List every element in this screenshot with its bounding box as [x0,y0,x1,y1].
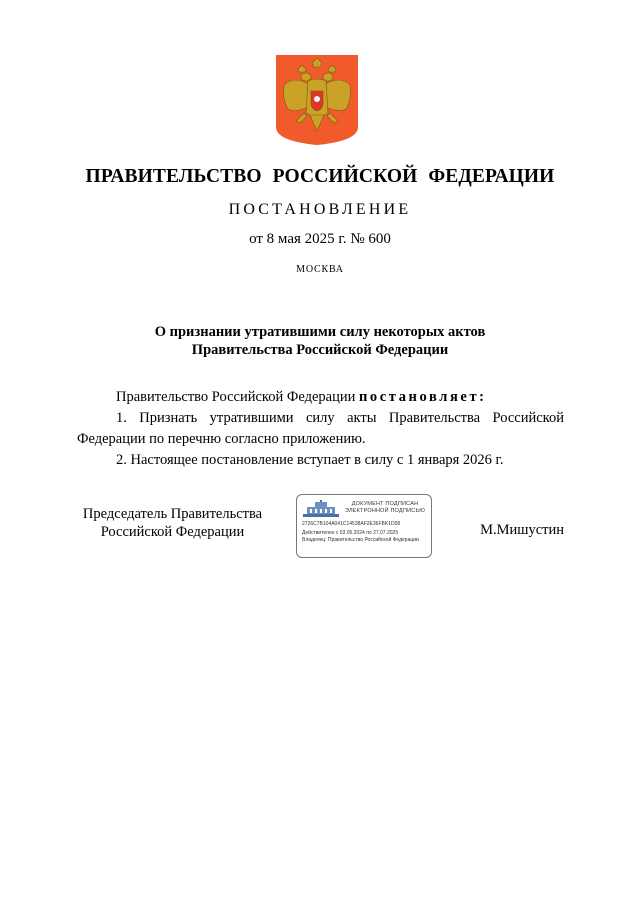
signatory-position [70,505,275,541]
certificate-details [302,530,428,543]
document-type: ПОСТАНОВЛЕНИЕ [228,201,412,218]
document-date-number: от 8 мая 2025 г. № 600 [249,231,391,247]
signatory-position-line-2: Российской Федерации [100,524,245,540]
coat-of-arms-emblem [276,55,358,145]
document-subject [0,323,640,359]
stamp-header-line-1: ДОКУМЕНТ ПОДПИСАН [351,501,419,507]
government-title: ПРАВИТЕЛЬСТВО РОССИЙСКОЙ ФЕДЕРАЦИИ [85,166,555,187]
body-intro-verb: постановляет: [358,389,487,405]
certificate-serial: 2726C7B104A041C14538AF2E36FBK1D08 [302,521,401,527]
body-item-1: 1. Признать утратившими силу акты Правительства Российской Федерации по перечню согласно приложению. [77,410,564,447]
government-building-icon [303,500,339,518]
certificate-validity: Действителен с 03.05.2024 по 27.07.2025 [302,530,399,536]
body-item-2: 2. Настоящее постановление вступает в силу с 1 января 2026 г. [116,452,504,468]
subject-line-1: О признании утратившими силу некоторых актов [154,324,486,340]
signatory-name: М.Мишустин [480,522,564,538]
document-body [77,387,564,471]
stamp-header [341,501,429,515]
signatory-position-line-1: Председатель Правительства [82,506,263,522]
body-intro-paragraph [77,387,564,408]
document-city: МОСКВА [296,264,344,275]
electronic-signature-stamp [296,494,432,558]
subject-line-2: Правительства Российской Федерации [191,342,449,358]
body-intro: Правительство Российской Федерации [116,389,359,405]
double-headed-eagle-icon [276,55,358,145]
certificate-owner: Владелец: Правительство Российской Федерации [302,536,419,543]
stamp-header-line-2: ЭЛЕКТРОННОЙ ПОДПИСЬЮ [344,508,426,514]
